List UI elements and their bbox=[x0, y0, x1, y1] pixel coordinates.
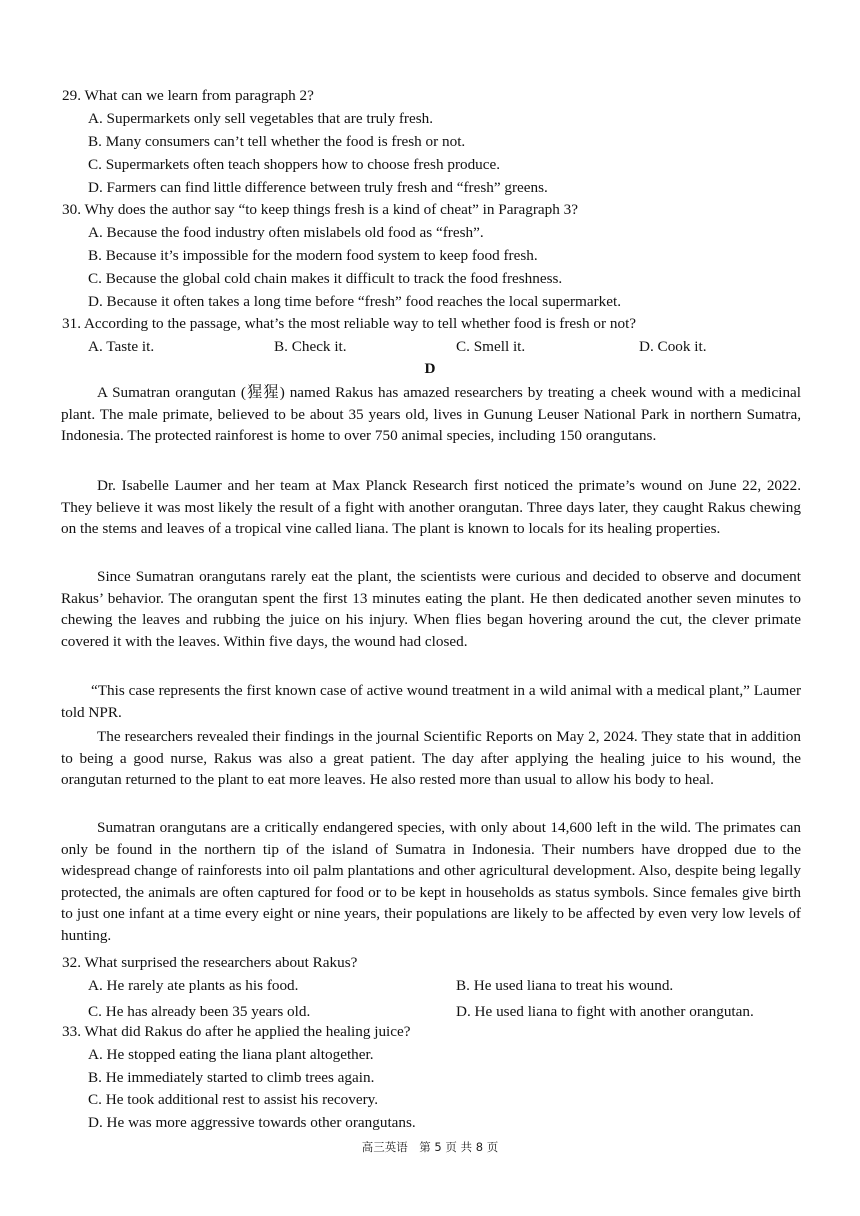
q30-option-d: D. Because it often takes a long time before “fresh” food reaches the local supermarket. bbox=[88, 293, 622, 310]
question-33: 33. What did Rakus do after he applied the healing juice? bbox=[62, 1023, 411, 1040]
q29-option-d: D. Farmers can find little difference between truly fresh and “fresh” greens. bbox=[88, 179, 548, 196]
q32-option-d: D. He used liana to fight with another orangutan. bbox=[456, 1003, 754, 1020]
q33-option-d: D. He was more aggressive towards other orangutans. bbox=[88, 1114, 416, 1131]
q31-option-d: D. Cook it. bbox=[639, 338, 707, 355]
passage-paragraph-5: The researchers revealed their findings in the journal Scientific Reports on May 2, 2024. They state that in addition to being a good nurse, Rakus was also a great patient. The day after applying the healing juice to his wound, the orangutan returned to the plant to eat more leaves. He also rested more than usual to allow his body to heal. bbox=[61, 728, 801, 789]
question-29: 29. What can we learn from paragraph 2? bbox=[62, 87, 314, 104]
question-30: 30. Why does the author say “to keep things fresh is a kind of cheat” in Paragraph 3? bbox=[62, 201, 578, 218]
page-footer: 高三英语 第 5 页 共 8 页 bbox=[361, 1140, 499, 1154]
question-31: 31. According to the passage, what’s the most reliable way to tell whether food is fresh or not? bbox=[62, 315, 637, 332]
passage-paragraph-1: A Sumatran orangutan (猩猩) named Rakus has amazed researchers by treating a cheek wound with a medicinal plant. The male primate, believed to be about 35 years old, lives in Gunung Leuser National Park in northern Sumatra, Indonesia. The protected rainforest is home to over 750 animal species, including 150 orangutans. bbox=[61, 384, 801, 445]
q33-option-c: C. He took additional rest to assist his recovery. bbox=[88, 1091, 379, 1108]
passage-paragraph-2: Dr. Isabelle Laumer and her team at Max Planck Research first noticed the primate’s wound on June 22, 2022. They believe it was most likely the result of a fight with another orangutan. Three days later, they caught Rakus chewing on the stems and leaves of a tropical vine called liana. The plant is known to locals for its healing properties. bbox=[61, 477, 801, 538]
q29-option-a: A. Supermarkets only sell vegetables that are truly fresh. bbox=[88, 110, 433, 127]
q30-option-b: B. Because it’s impossible for the modern food system to keep food fresh. bbox=[88, 247, 538, 264]
q31-option-b: B. Check it. bbox=[274, 338, 347, 355]
q32-option-b: B. He used liana to treat his wound. bbox=[456, 977, 674, 994]
passage-paragraph-6: Sumatran orangutans are a critically endangered species, with only about 14,600 left in the wild. The primates can only be found in the northern tip of the island of Sumatra in Indonesia. Their numbers have dropped due to the widespread change of rainforests into oil palm plantations and other agricultural development. Also, despite being legally protected, the animals are often captured for food or to be kept in households as status symbols. Since females give birth to just one infant at a time every eight or nine years, their populations are likely to be affected by even very low levels of hunting. bbox=[61, 819, 801, 944]
q33-option-b: B. He immediately started to climb trees again. bbox=[88, 1069, 375, 1086]
section-heading: D bbox=[424, 360, 436, 377]
q33-option-a: A. He stopped eating the liana plant altogether. bbox=[88, 1046, 374, 1063]
q31-option-a: A. Taste it. bbox=[88, 338, 155, 355]
q29-option-c: C. Supermarkets often teach shoppers how to choose fresh produce. bbox=[88, 156, 501, 173]
question-32: 32. What surprised the researchers about Rakus? bbox=[62, 954, 358, 971]
q29-option-b: B. Many consumers can’t tell whether the food is fresh or not. bbox=[88, 133, 466, 150]
passage-paragraph-3: Since Sumatran orangutans rarely eat the plant, the scientists were curious and decided to observe and document Rakus’ behavior. The orangutan spent the first 13 minutes eating the plant. He then dedicated another seven minutes to chewing the leaves and rubbing the juice on his injury. When flies began hovering around the cut, the clever primate covered it with the leaves. Within five days, the wound had closed. bbox=[61, 568, 801, 650]
q30-option-a: A. Because the food industry often mislabels old food as “fresh”. bbox=[88, 224, 484, 241]
q32-option-a: A. He rarely ate plants as his food. bbox=[88, 977, 299, 994]
q30-option-c: C. Because the global cold chain makes it difficult to track the food freshness. bbox=[88, 270, 563, 287]
passage-paragraph-4: “This case represents the first known case of active wound treatment in a wild animal with a medical plant,” Laumer told NPR. bbox=[61, 682, 801, 721]
q32-option-c: C. He has already been 35 years old. bbox=[88, 1003, 311, 1020]
q31-option-c: C. Smell it. bbox=[456, 338, 526, 355]
